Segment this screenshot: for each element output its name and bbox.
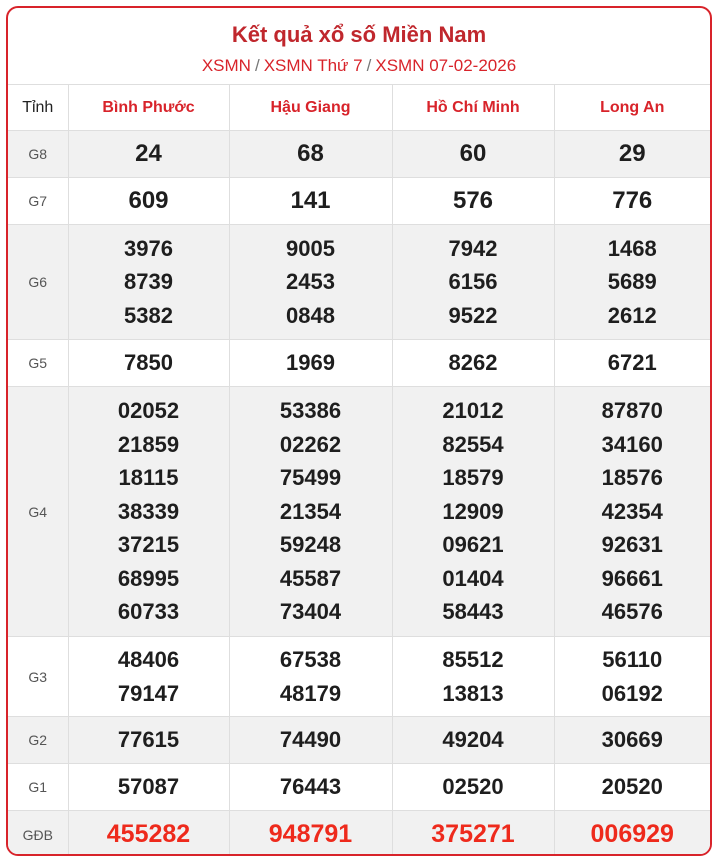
- prize-cell: [229, 811, 392, 857]
- prize-number: 2612: [607, 302, 657, 328]
- prize-cell: [68, 764, 229, 811]
- prize-row-g8: [8, 131, 710, 178]
- prize-number: 18579: [442, 465, 504, 491]
- prize-number: 30669: [601, 727, 663, 753]
- prize-cell: [229, 764, 392, 811]
- prize-number: 609: [128, 187, 169, 215]
- breadcrumb-link-weekday[interactable]: XSMN Thứ 7: [263, 56, 363, 75]
- prize-number: 68: [297, 140, 324, 168]
- prize-number: 34160: [601, 431, 663, 457]
- prize-number: 9522: [448, 302, 498, 328]
- prize-number: 92631: [601, 532, 663, 558]
- prize-rows: [8, 131, 710, 857]
- prize-row-gđb: [8, 811, 710, 857]
- prize-cell: [554, 764, 710, 811]
- prize-number: 68995: [117, 565, 180, 591]
- prize-number: 02520: [442, 774, 504, 800]
- prize-cell: [392, 387, 554, 637]
- prize-label: G4: [8, 387, 68, 637]
- prize-number: 60733: [117, 599, 180, 625]
- prize-cell: [554, 225, 710, 340]
- prize-cell: [68, 178, 229, 225]
- breadcrumb-link-xsmn[interactable]: XSMN: [201, 56, 251, 75]
- results-header: [8, 8, 710, 84]
- prize-number: 74490: [279, 727, 342, 753]
- prize-number: 45587: [279, 565, 342, 591]
- prize-number: 7850: [124, 350, 173, 376]
- prize-number: 48179: [279, 680, 342, 706]
- prize-label: G3: [8, 637, 68, 717]
- prize-number: 73404: [279, 599, 342, 625]
- prize-number: 85512: [442, 647, 504, 672]
- prize-number: 5689: [607, 269, 657, 295]
- prize-number: 20520: [601, 774, 663, 800]
- prize-number: 48406: [117, 647, 180, 672]
- province-header-row: [8, 85, 710, 131]
- prize-label: G6: [8, 225, 68, 340]
- province-ho-chi-minh[interactable]: Hồ Chí Minh: [392, 85, 554, 131]
- special-prize-number: 006929: [590, 820, 674, 848]
- prize-cell: [554, 811, 710, 857]
- prize-number: 57087: [117, 774, 180, 800]
- prize-number: 776: [612, 187, 653, 215]
- prize-number: 58443: [442, 599, 504, 625]
- prize-cell: [392, 225, 554, 340]
- prize-number: 75499: [279, 465, 342, 491]
- prize-cell: [554, 178, 710, 225]
- prize-cell: [229, 340, 392, 387]
- prize-row-g4: [8, 387, 710, 637]
- special-prize-number: 455282: [106, 820, 191, 848]
- prize-number: 21859: [117, 431, 180, 457]
- prize-cell: [392, 637, 554, 717]
- special-prize-number: 948791: [268, 820, 353, 848]
- special-prize-number: 375271: [431, 820, 515, 848]
- prize-number: 59248: [279, 532, 342, 558]
- prize-number: 82554: [442, 431, 504, 457]
- prize-row-g2: [8, 717, 710, 764]
- breadcrumb-separator: /: [254, 56, 260, 75]
- prize-label: G2: [8, 717, 68, 764]
- breadcrumb: [8, 56, 710, 76]
- prize-row-g7: [8, 178, 710, 225]
- prize-number: 21354: [279, 498, 342, 524]
- prize-number: 6721: [607, 350, 657, 376]
- prize-cell: [554, 637, 710, 717]
- prize-number: 24: [135, 140, 162, 168]
- prize-cell: [392, 131, 554, 178]
- prize-number: 3976: [124, 235, 173, 261]
- prize-number: 02052: [117, 398, 180, 424]
- prize-cell: [229, 387, 392, 637]
- province-long-an[interactable]: Long An: [554, 85, 710, 131]
- prize-number: 141: [290, 187, 331, 215]
- prize-number: 53386: [279, 398, 342, 424]
- prize-cell: [68, 717, 229, 764]
- prize-cell: [229, 717, 392, 764]
- prize-number: 5382: [124, 302, 173, 328]
- prize-cell: [229, 637, 392, 717]
- prize-cell: [68, 637, 229, 717]
- prize-cell: [68, 811, 229, 857]
- prize-number: 8262: [448, 350, 498, 376]
- prize-number: 01404: [442, 565, 504, 591]
- breadcrumb-separator: /: [366, 56, 372, 75]
- prize-number: 6156: [448, 269, 498, 295]
- prize-label: G7: [8, 178, 68, 225]
- prize-cell: [554, 717, 710, 764]
- prize-cell: [554, 131, 710, 178]
- prize-number: 67538: [279, 647, 342, 672]
- prize-cell: [392, 340, 554, 387]
- prize-number: 76443: [279, 774, 342, 800]
- prize-number: 42354: [601, 498, 663, 524]
- prize-number: 02262: [279, 431, 342, 457]
- prize-number: 18115: [118, 465, 179, 491]
- prize-cell: [68, 225, 229, 340]
- prize-label: G1: [8, 764, 68, 811]
- prize-row-g1: [8, 764, 710, 811]
- prize-cell: [392, 178, 554, 225]
- prize-cell: [392, 811, 554, 857]
- prize-number: 576: [452, 187, 494, 215]
- prize-label: G5: [8, 340, 68, 387]
- prize-cell: [392, 717, 554, 764]
- prize-cell: [392, 764, 554, 811]
- prize-cell: [68, 131, 229, 178]
- prize-number: 06192: [601, 680, 663, 706]
- prize-cell: [68, 387, 229, 637]
- breadcrumb-link-date[interactable]: XSMN 07-02-2026: [375, 56, 517, 75]
- prize-number: 9005: [286, 235, 335, 261]
- prize-number: 12909: [442, 498, 504, 524]
- page-title: Kết quả xổ số Miền Nam: [231, 22, 487, 47]
- prize-cell: [554, 340, 710, 387]
- province-binh-phuoc[interactable]: Bình Phước: [68, 85, 229, 131]
- prize-number: 2453: [286, 269, 335, 295]
- prize-cell: [554, 387, 710, 637]
- prize-number: 60: [459, 140, 487, 168]
- prize-cell: [229, 225, 392, 340]
- prize-number: 1468: [607, 235, 657, 261]
- prize-number: 09621: [442, 532, 504, 558]
- prize-cell: [229, 178, 392, 225]
- prize-number: 87870: [601, 398, 663, 424]
- prize-number: 18576: [601, 465, 663, 491]
- prize-number: 96661: [601, 565, 663, 591]
- prize-label: GĐB: [8, 811, 68, 857]
- prize-number: 8739: [124, 269, 173, 295]
- prize-number: 0848: [286, 302, 335, 328]
- prize-number: 56110: [602, 647, 663, 672]
- prize-number: 1969: [286, 350, 335, 376]
- prize-row-g6: [8, 225, 710, 340]
- results-table: [8, 84, 710, 856]
- prize-number: 13813: [442, 680, 504, 706]
- prize-number: 7942: [448, 235, 498, 261]
- province-hau-giang[interactable]: Hậu Giang: [229, 85, 392, 131]
- prize-row-g3: [8, 637, 710, 717]
- prize-number: 49204: [442, 727, 504, 753]
- prize-cell: [68, 340, 229, 387]
- prize-number: 29: [618, 140, 646, 168]
- prize-row-g5: [8, 340, 710, 387]
- prize-number: 79147: [117, 680, 180, 706]
- prize-number: 38339: [117, 498, 180, 524]
- prize-number: 21012: [442, 398, 504, 424]
- prize-number: 46576: [601, 599, 663, 625]
- prize-number: 77615: [117, 727, 180, 753]
- prize-label: G8: [8, 131, 68, 178]
- prize-number: 37215: [117, 532, 180, 558]
- results-card: [6, 6, 712, 856]
- prize-cell: [229, 131, 392, 178]
- column-header-province-label: Tỉnh: [8, 85, 68, 131]
